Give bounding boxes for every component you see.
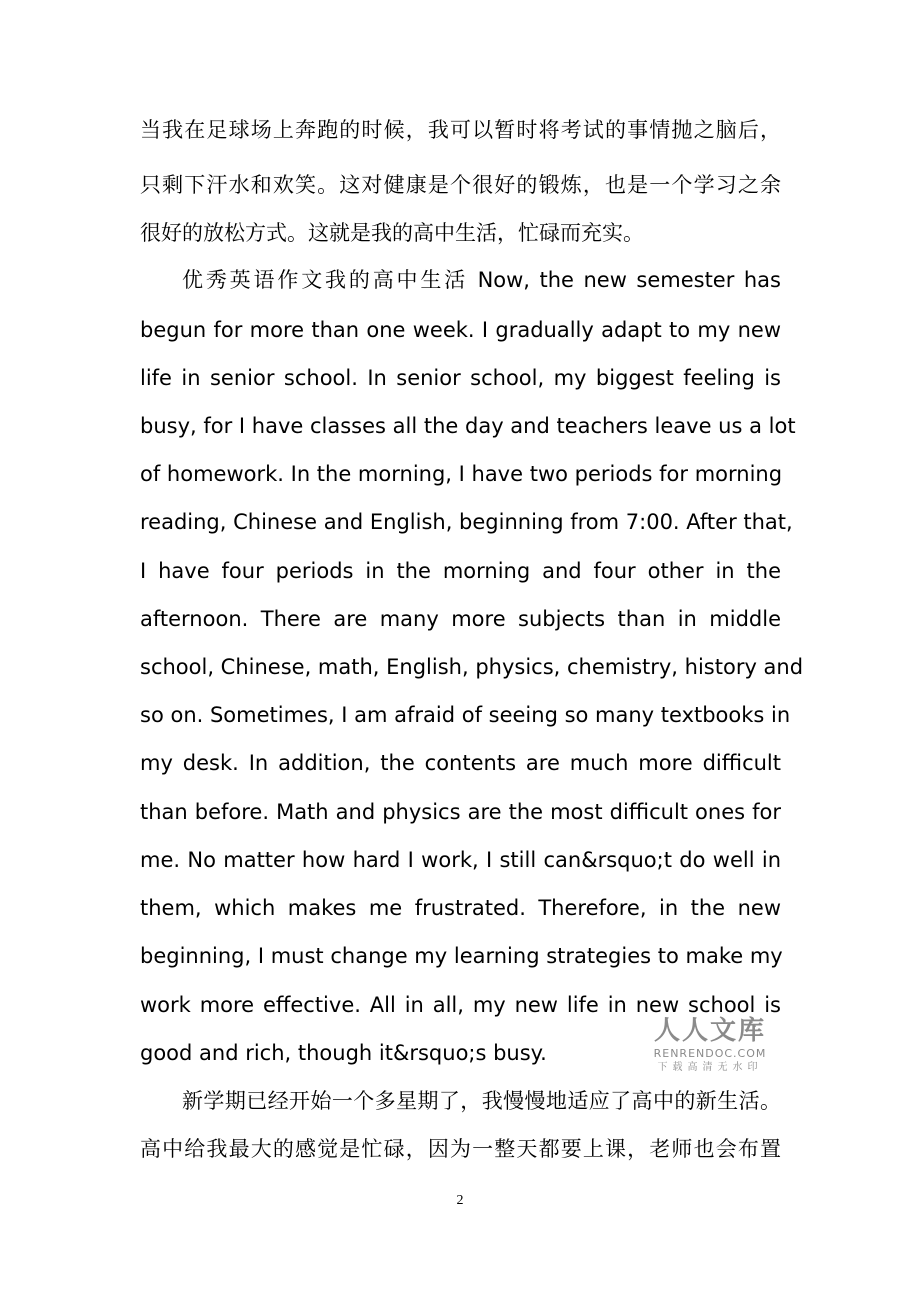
text-line: I have four periods in the morning and four other in the bbox=[140, 559, 781, 583]
text-line: good and rich, though it&rsquo;s busy. bbox=[140, 1041, 547, 1065]
text-line: life in senior school. In senior school, my biggest feeling is bbox=[140, 366, 781, 390]
text-line: 高中给我最大的感觉是忙碌，因为一整天都要上课，老师也会布置 bbox=[140, 1137, 781, 1161]
text-line: of homework. In the morning, I have two periods for morning bbox=[140, 462, 783, 486]
text-line: 当我在足球场上奔跑的时候，我可以暂时将考试的事情抛之脑后， bbox=[140, 118, 781, 142]
text-line: than before. Math and physics are the most difficult ones for bbox=[140, 800, 781, 824]
watermark-url: RENRENDOC.COM bbox=[653, 1047, 767, 1060]
text-line: work more effective. All in all, my new life in new school is bbox=[140, 993, 781, 1017]
watermark-subtitle: 下载高清无水印 bbox=[657, 1062, 763, 1073]
text-line: reading, Chinese and English, beginning from 7:00. After that, bbox=[140, 510, 793, 534]
text-line: me. No matter how hard I work, I still can&rsquo;t do well in bbox=[140, 848, 781, 872]
watermark-logo bbox=[646, 1016, 776, 1078]
text-line: them, which makes me frustrated. Therefore, in the new bbox=[140, 896, 781, 920]
text-line: 很好的放松方式。这就是我的高中生活，忙碌而充实。 bbox=[140, 221, 644, 245]
text-line: school, Chinese, math, English, physics, chemistry, history and bbox=[140, 655, 804, 679]
text-line: beginning, I must change my learning strategies to make my bbox=[140, 944, 783, 968]
text-line: busy, for I have classes all the day and teachers leave us a lot bbox=[140, 414, 796, 438]
text-line: 只剩下汗水和欢笑。这对健康是个很好的锻炼，也是一个学习之余 bbox=[140, 173, 781, 197]
text-line: so on. Sometimes, I am afraid of seeing so many textbooks in bbox=[140, 703, 791, 727]
page-number: 2 bbox=[456, 1193, 464, 1208]
text-line: my desk. In addition, the contents are much more difficult bbox=[140, 751, 781, 775]
text-line: begun for more than one week. I gradually adapt to my new bbox=[140, 318, 781, 342]
text-line: afternoon. There are many more subjects than in middle bbox=[140, 607, 781, 631]
paragraph-heading-line: 优秀英语作文我的高中生活 Now, the new semester has bbox=[182, 268, 781, 292]
text-line: 新学期已经开始一个多星期了，我慢慢地适应了高中的新生活。 bbox=[182, 1089, 781, 1113]
watermark-title: 人人文库 bbox=[653, 1016, 766, 1046]
